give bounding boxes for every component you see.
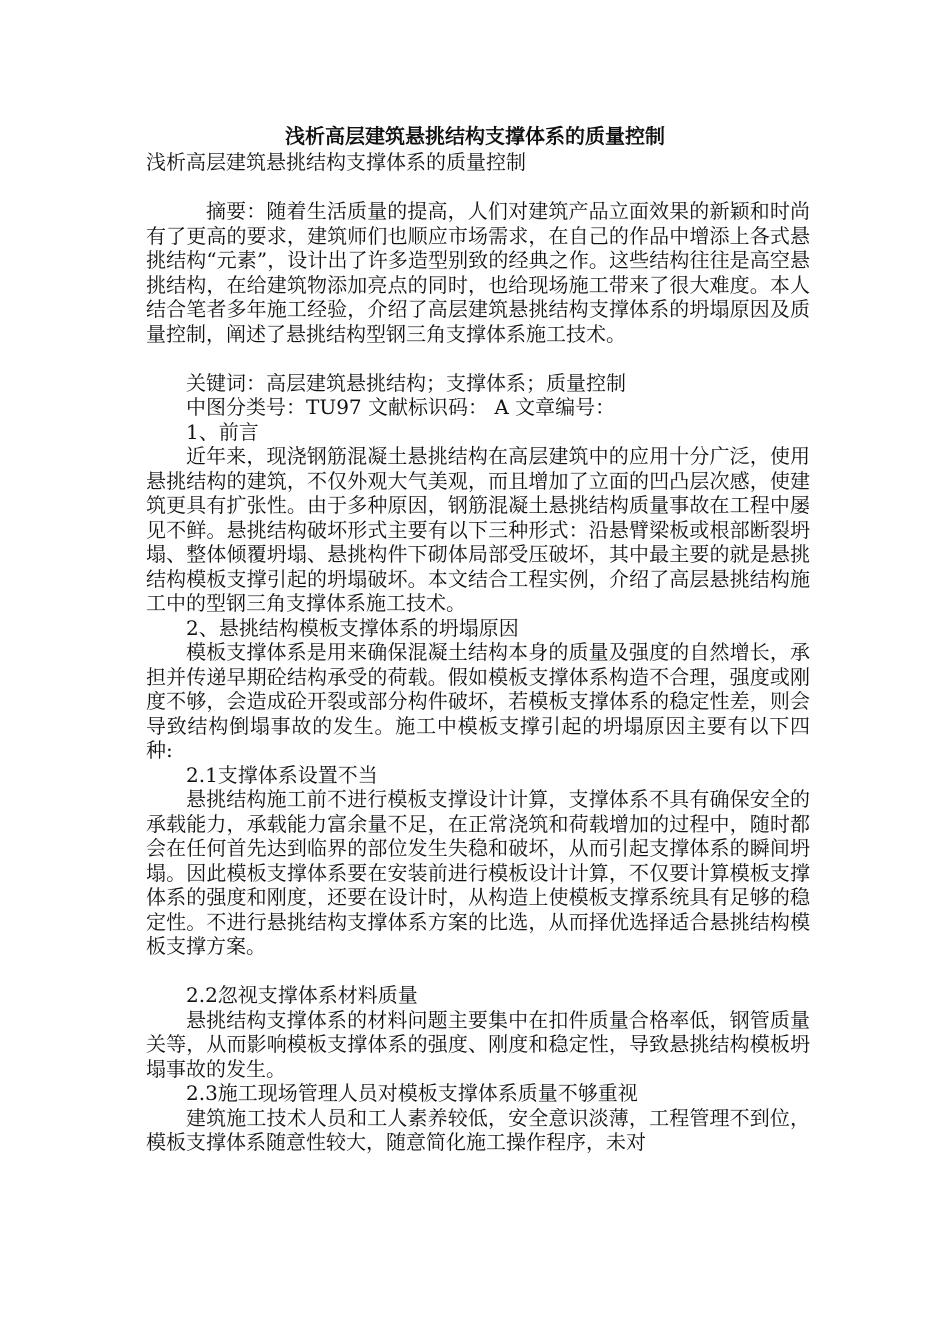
section-heading: 2、悬挑结构模板支撑体系的坍塌原因 xyxy=(186,615,519,640)
section-heading: 2.1支撑体系设置不当 xyxy=(186,762,378,787)
abstract-paragraph: 摘要：随着生活质量的提高，人们对建筑产品立面效果的新颖和时尚有了更高的要求，建筑师们也顺应市场需求，在自己的作品中增添上各式悬挑结构“元素”，设计出了许多造型别致的经典之作。这些结构往往是高空悬挑结构，在给建筑物添加亮点的同时，也给现场施工带来了很大难度。本人结合笔者多年施工经验，介绍了高层建筑悬挑结构支撑体系的坍塌原因及质量控制，阐述了悬挑结构型钢三角支撑体系施工技术。 xyxy=(146,199,810,346)
section-heading: 2.3施工现场管理人员对模板支撑体系质量不够重视 xyxy=(186,1081,638,1105)
document-body xyxy=(146,150,810,1155)
section-paragraph: 悬挑结构施工前不进行模板支撑设计计算，支撑体系不具有确保安全的承载能力，承载能力富余量不足，在正常浇筑和荷载增加的过程中，随时都会在任何首先达到临界的部位发生失稳和破坏，从而引起支撑体系的瞬间坍塌。因此模板支撑体系要在安装前进行模板设计计算，不仅要计算模板支撑体系的强度和刚度，还要在设计时，从构造上使模板支撑系统具有足够的稳定性。不进行悬挑结构支撑体系方案的比选，从而择优选择适合悬挑结构模板支撑方案。 xyxy=(146,787,810,958)
section-paragraph: 模板支撑体系是用来确保混凝土结构本身的质量及强度的自然增长，承担并传递早期砼结构承受的荷载。假如模板支撑体系构造不合理，强度或刚度不够，会造成砼开裂或部分构件破坏，若模板支撑体系的稳定性差，则会导致结构倒塌事故的发生。施工中模板支撑引起的坍塌原因主要有以下四种: xyxy=(146,640,810,762)
section-paragraph: 近年来，现浇钢筋混凝土悬挑结构在高层建筑中的应用十分广泛，使用悬挑结构的建筑，不仅外观大气美观，而且增加了立面的凹凸层次感，使建筑更具有扩张性。由于多种原因，钢筋混凝土悬挑结构质量事故在工程中屡见不鲜。悬挑结构破坏形式主要有以下三种形式：沿悬臂梁板或根部断裂坍塌、整体倾覆坍塌、悬挑构件下砌体局部受压破坏，其中最主要的就是悬挑结构模板支撑引起的坍塌破坏。本文结合工程实例，介绍了高层悬挑结构施工中的型钢三角支撑体系施工技术。 xyxy=(146,444,810,615)
section-heading: 2.2忽视支撑体系材料质量 xyxy=(186,983,418,1007)
keywords-line: 关键词：高层建筑悬挑结构；支撑体系；质量控制 xyxy=(186,370,626,395)
spacer xyxy=(146,175,810,200)
spacer xyxy=(146,959,810,984)
document-subtitle: 浅析高层建筑悬挑结构支撑体系的质量控制 xyxy=(146,150,526,174)
section-heading: 1、前言 xyxy=(186,419,259,444)
classification-line: 中图分类号：TU97 文献标识码： A 文章编号： xyxy=(186,395,616,419)
spacer xyxy=(146,346,810,371)
section-paragraph: 建筑施工技术人员和工人素养较低，安全意识淡薄，工程管理不到位，模板支撑体系随意性较大，随意简化施工操作程序，未对 xyxy=(146,1105,810,1154)
section-paragraph: 悬挑结构支撑体系的材料问题主要集中在扣件质量合格率低，钢管质量关等，从而影响模板支撑体系的强度、刚度和稳定性，导致悬挑结构模板坍塌事故的发生。 xyxy=(146,1007,810,1081)
document-title: 浅析高层建筑悬挑结构支撑体系的质量控制 xyxy=(285,124,665,148)
